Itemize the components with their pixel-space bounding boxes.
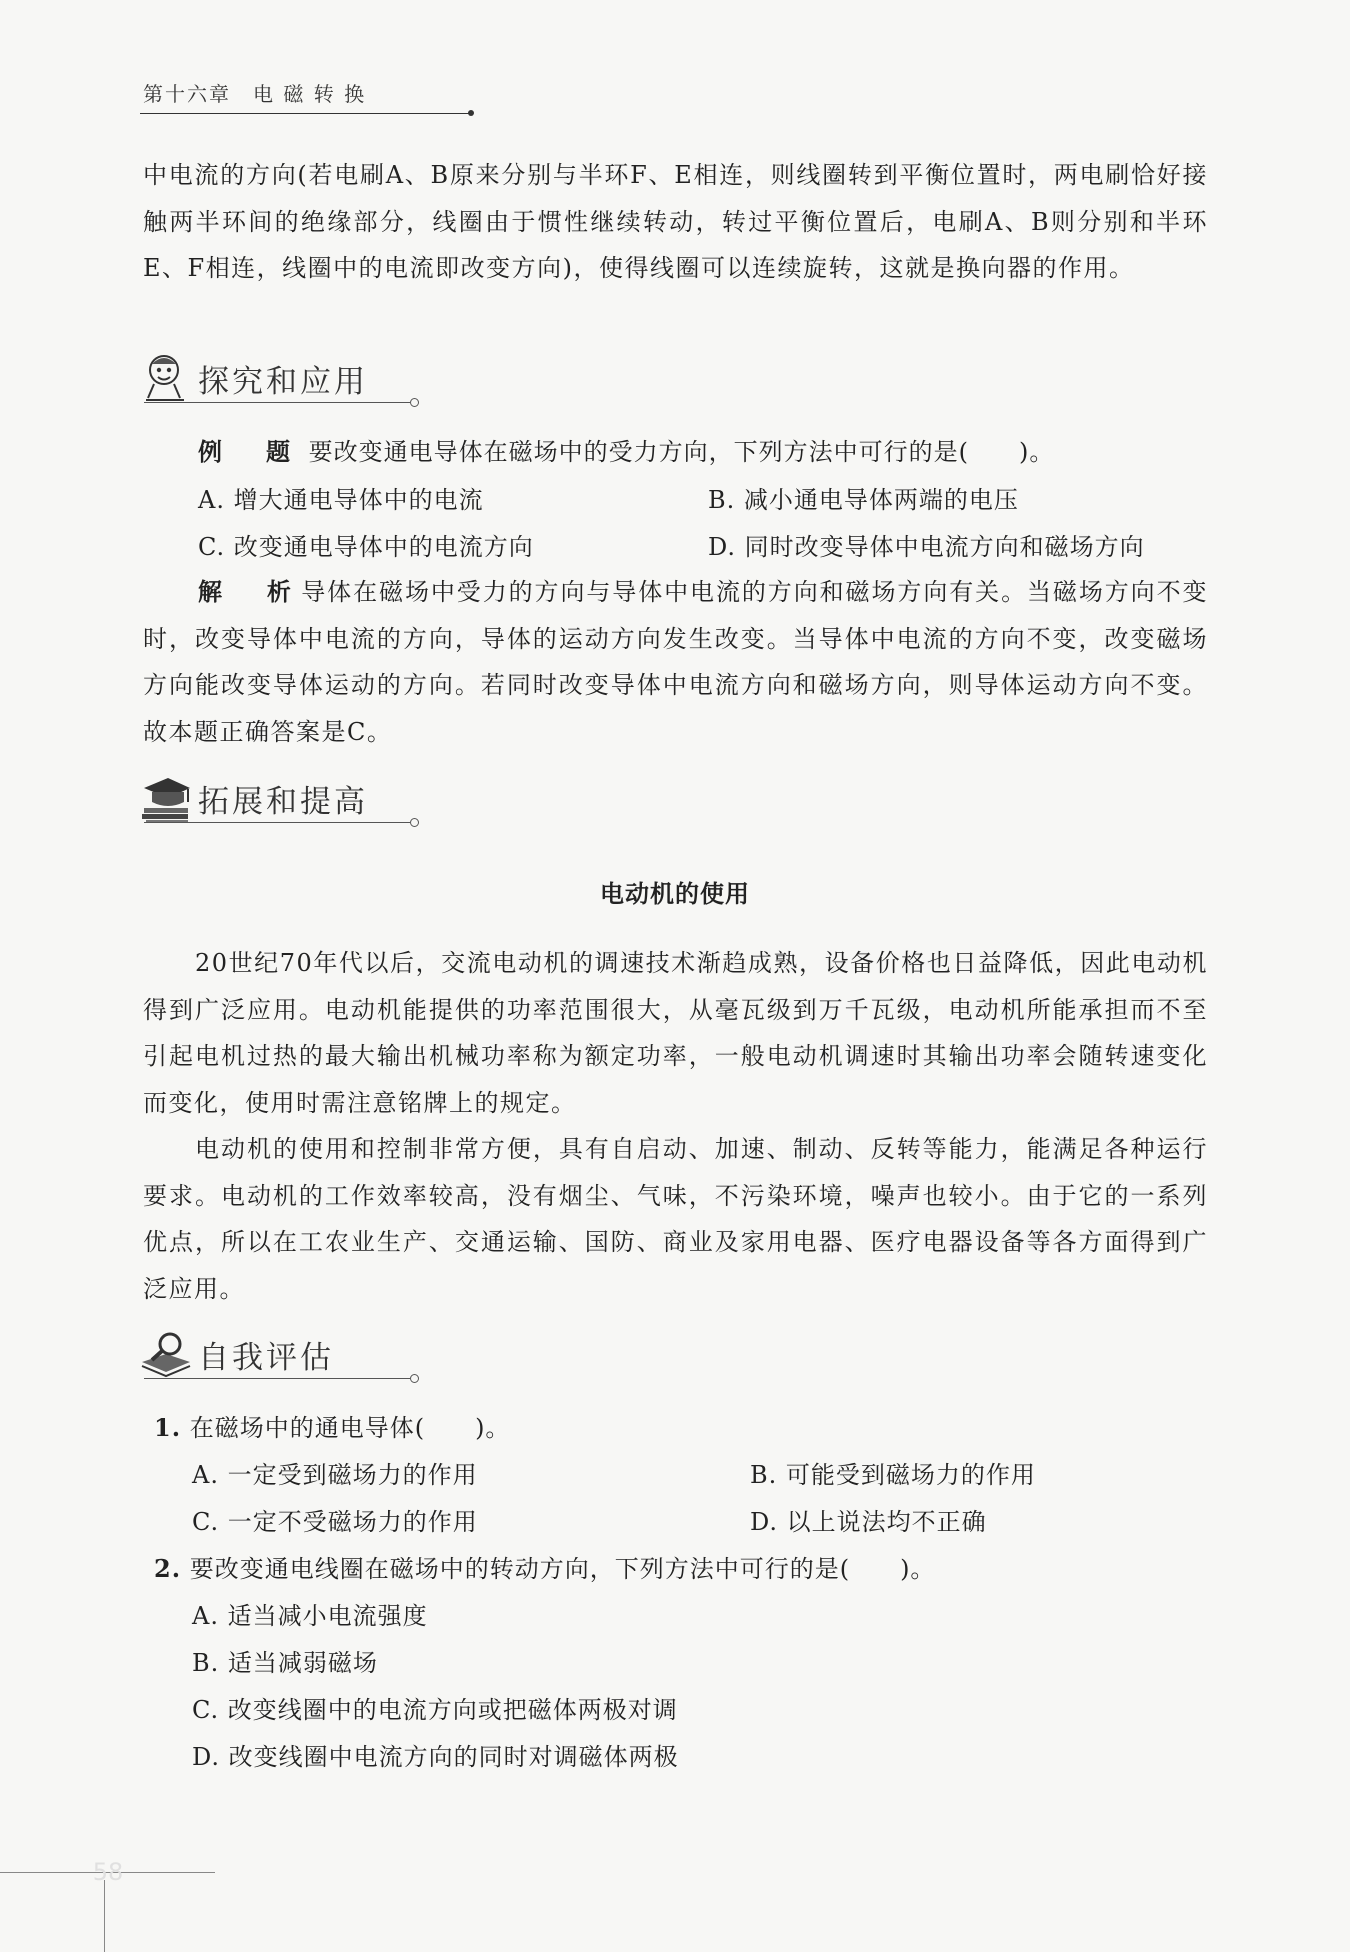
- graduation-cap-books-icon: [140, 772, 192, 824]
- article-title: 电动机的使用: [600, 880, 750, 908]
- section-rule: [144, 402, 410, 403]
- section-extend-improve: [140, 772, 420, 828]
- analysis-text: 导体在磁场中受力的方向与导体中电流的方向和磁场方向有关。当磁场方向不变时，改变导体中电流的方向，导体的运动方向发生改变。当导体中电流的方向不变，改变磁场方向能改变导体运动的方向。若同时改变导体中电流方向和磁场方向，则导体运动方向不变。故本题正确答案是C。: [143, 578, 1209, 746]
- q1-option-c: C. 一定不受磁场力的作用: [192, 1508, 478, 1536]
- example-label: 例 题: [198, 437, 300, 466]
- article-paragraph-2: 电动机的使用和控制非常方便，具有自启动、加速、制动、反转等能力，能满足各种运行要求。电动机的工作效率较高，没有烟尘、气味，不污染环境，噪声也较小。由于它的一系列优点，所以在工农业生产、交通运输、国防、商业及家用电器、医疗电器设备等各方面得到广泛应用。: [143, 1135, 1208, 1303]
- example-question-text: 要改变通电导体在磁场中的受力方向，下列方法中可行的是( )。: [308, 438, 1055, 466]
- header-rule: [140, 113, 470, 114]
- section-title: 探究和应用: [198, 364, 368, 400]
- q2-option-c: C. 改变线圈中的电流方向或把磁体两极对调: [192, 1696, 678, 1724]
- section-self-assessment: [140, 1328, 420, 1384]
- section-rule: [144, 1378, 410, 1379]
- analysis-paragraph: [143, 569, 1208, 755]
- q1-option-a: A. 一定受到磁场力的作用: [192, 1461, 478, 1489]
- section-rule: [144, 822, 410, 823]
- example-option-b: B. 减小通电导体两端的电压: [708, 486, 1019, 514]
- q1-option-d: D. 以上说法均不正确: [750, 1508, 987, 1536]
- example-option-c: C. 改变通电导体中的电流方向: [198, 533, 534, 561]
- q2-option-a: A. 适当减小电流强度: [192, 1602, 428, 1630]
- question-text: 要改变通电线圈在磁场中的转动方向，下列方法中可行的是( )。: [189, 1555, 936, 1583]
- analysis-label: 解 析: [198, 577, 302, 606]
- running-head: 第十六章 电 磁 转 换: [143, 82, 367, 106]
- question-1: [154, 1408, 510, 1443]
- magnifier-book-icon: [140, 1328, 192, 1380]
- q2-option-d: D. 改变线圈中电流方向的同时对调磁体两极: [192, 1743, 679, 1771]
- question-number: 1.: [154, 1413, 182, 1442]
- cartoon-face-icon: [140, 352, 192, 404]
- example-option-d: D. 同时改变导体中电流方向和磁场方向: [708, 533, 1145, 561]
- section-explore-apply: [140, 352, 420, 408]
- page-number: 58: [92, 1858, 124, 1886]
- question-number: 2.: [154, 1554, 182, 1583]
- section-title: 拓展和提高: [198, 784, 368, 820]
- example-option-a: A. 增大通电导体中的电流: [198, 486, 484, 514]
- section-title: 自我评估: [198, 1340, 334, 1376]
- intro-paragraph: 中电流的方向(若电刷A、B原来分别与半环F、E相连，则线圈转到平衡位置时，两电刷恰好接触两半环间的绝缘部分，线圈由于惯性继续转动，转过平衡位置后，电刷A、B则分别和半环E、F相连，线圈中的电流即改变方向)，使得线圈可以连续旋转，这就是换向器的作用。: [143, 161, 1208, 282]
- article-paragraph-1: 20世纪70年代以后，交流电动机的调速技术渐趋成熟，设备价格也日益降低，因此电动机得到广泛应用。电动机能提供的功率范围很大，从毫瓦级到万千瓦级，电动机所能承担而不至引起电机过热的最大输出机械功率称为额定功率，一般电动机调速时其输出功率会随转速变化而变化，使用时需注意铭牌上的规定。: [143, 949, 1208, 1117]
- q2-option-b: B. 适当减弱磁场: [192, 1649, 378, 1677]
- q1-option-b: B. 可能受到磁场力的作用: [750, 1461, 1036, 1489]
- question-text: 在磁场中的通电导体( )。: [189, 1414, 511, 1442]
- example-question: [198, 432, 1054, 467]
- question-2: [154, 1549, 935, 1584]
